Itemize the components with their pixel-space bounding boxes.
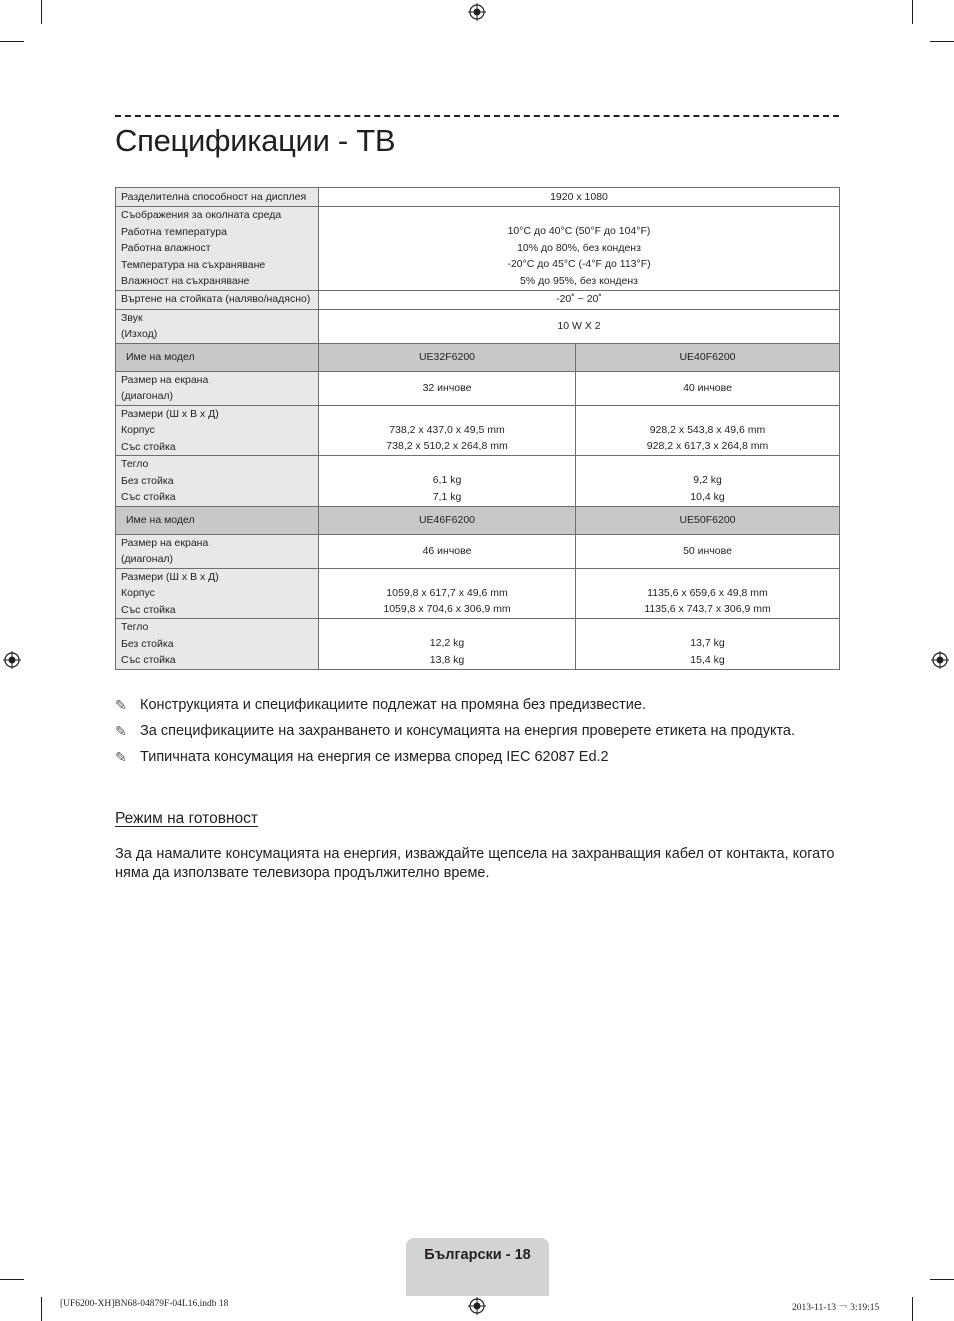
registration-mark-icon bbox=[468, 3, 486, 21]
table-row bbox=[116, 405, 840, 456]
spec-value-line: 1135,6 x 659,6 x 49,8 mm bbox=[647, 586, 768, 599]
model-name: UE32F6200 bbox=[319, 343, 576, 371]
pencil-note-icon: ✎ bbox=[115, 723, 127, 739]
table-row bbox=[116, 207, 840, 291]
pencil-note-icon: ✎ bbox=[115, 697, 127, 713]
spec-value bbox=[576, 619, 840, 670]
print-slug-left: [UF6200-XH]BN68-04879F-04L16.indb 18 bbox=[60, 1299, 229, 1309]
page-title: Спецификации - ТВ bbox=[115, 123, 396, 158]
spec-label-line: Със стойка bbox=[121, 440, 176, 453]
spec-label-line: Звук bbox=[121, 311, 143, 324]
note-text: Типичната консумация на енергия се измерва според IEC 62087 Ed.2 bbox=[140, 749, 609, 765]
spec-label bbox=[116, 568, 319, 619]
spec-label-line: Размери (Ш x В x Д) bbox=[121, 570, 219, 583]
spec-value-line: 5% до 95%, без конденз bbox=[520, 274, 638, 287]
list-item bbox=[115, 748, 839, 766]
page-number-tab: Български - 18 bbox=[406, 1238, 549, 1296]
spec-label bbox=[116, 207, 319, 291]
spec-value: 1920 x 1080 bbox=[319, 188, 840, 207]
spec-value-line: -20°C до 45°C (-4°F до 113°F) bbox=[507, 258, 651, 271]
spec-label bbox=[116, 309, 319, 343]
spec-label-line: Със стойка bbox=[121, 491, 176, 503]
spec-value bbox=[576, 568, 840, 619]
list-item bbox=[115, 696, 839, 714]
model-name: UE40F6200 bbox=[576, 343, 840, 371]
table-row bbox=[116, 371, 840, 405]
spec-value-line: 10,4 kg bbox=[690, 490, 725, 503]
spec-value-line: 928,2 x 617,3 x 264,8 mm bbox=[646, 440, 769, 453]
spec-value bbox=[319, 456, 576, 507]
spec-label-line: Съображения за околната среда bbox=[121, 209, 282, 221]
section-title: Режим на готовност bbox=[115, 810, 258, 827]
spec-table bbox=[115, 187, 840, 670]
crop-mark bbox=[0, 1279, 24, 1280]
spec-value bbox=[576, 456, 840, 507]
spec-value: 40 инчове bbox=[576, 371, 840, 405]
model-name: UE46F6200 bbox=[319, 506, 576, 534]
print-slug-right: 2013-11-13 ￢ 3:19:15 bbox=[792, 1303, 880, 1313]
spec-label-line: Със стойка bbox=[121, 603, 176, 616]
spec-value-line: 10% до 80%, без конденз bbox=[517, 241, 641, 254]
crop-mark bbox=[41, 0, 42, 24]
spec-label-line: (диагонал) bbox=[121, 553, 174, 565]
note-text: Конструкцията и спецификациите подлежат на промяна без предизвестие. bbox=[140, 697, 646, 713]
spec-label bbox=[116, 619, 319, 670]
notes-list bbox=[115, 696, 839, 774]
spec-value-line: 6,1 kg bbox=[432, 474, 462, 487]
spec-value-line: 7,1 kg bbox=[432, 490, 462, 503]
spec-value-line: 738,2 x 510,2 x 264,8 mm bbox=[386, 440, 508, 453]
crop-mark bbox=[0, 41, 24, 42]
spec-value-line: 13,7 kg bbox=[690, 637, 725, 650]
spec-value: 32 инчове bbox=[319, 371, 576, 405]
model-label: Име на модел bbox=[116, 506, 319, 534]
spec-label-line: Корпус bbox=[121, 424, 155, 436]
spec-value: 46 инчове bbox=[319, 534, 576, 568]
note-text: За спецификациите на захранването и консумацията на енергия проверете етикета на продукта. bbox=[140, 723, 796, 739]
crop-mark bbox=[912, 1297, 913, 1321]
table-row bbox=[116, 309, 840, 343]
table-row bbox=[116, 619, 840, 670]
table-row bbox=[116, 290, 840, 309]
model-header-row bbox=[116, 506, 840, 534]
table-row bbox=[116, 456, 840, 507]
spec-label-line: Работна температура bbox=[121, 225, 227, 238]
spec-label-line: Размер на екрана bbox=[121, 373, 209, 386]
spec-label-line: Работна влажност bbox=[121, 242, 211, 254]
pencil-note-icon: ✎ bbox=[115, 749, 127, 765]
table-row bbox=[116, 568, 840, 619]
spec-value bbox=[319, 405, 576, 456]
spec-value bbox=[576, 405, 840, 456]
spec-value: 50 инчове bbox=[576, 534, 840, 568]
spec-value-line: 1135,6 x 743,7 x 306,9 mm bbox=[644, 603, 771, 616]
spec-value bbox=[319, 619, 576, 670]
spec-label-line: (диагонал) bbox=[121, 390, 174, 402]
spec-label-line: (Изход) bbox=[121, 328, 158, 340]
spec-label-line: Размер на екрана bbox=[121, 536, 209, 549]
spec-label: Разделителна способност на дисплея bbox=[116, 188, 319, 207]
spec-label-line: Корпус bbox=[121, 587, 155, 599]
spec-label-line: Температура на съхраняване bbox=[121, 258, 266, 271]
registration-mark-icon bbox=[3, 651, 21, 669]
registration-mark-icon bbox=[468, 1297, 486, 1315]
table-row bbox=[116, 534, 840, 568]
registration-mark-icon bbox=[931, 651, 949, 669]
spec-value-line: 1059,8 x 617,7 x 49,6 mm bbox=[386, 586, 508, 599]
spec-label-line: Тегло bbox=[121, 458, 149, 470]
spec-label bbox=[116, 456, 319, 507]
table-row bbox=[116, 188, 840, 207]
model-header-row bbox=[116, 343, 840, 371]
spec-value-line: 10°C до 40°C (50°F до 104°F) bbox=[507, 225, 651, 238]
crop-mark bbox=[912, 0, 913, 24]
spec-label-line: Влажност на съхраняване bbox=[121, 275, 250, 287]
list-item bbox=[115, 722, 839, 740]
spec-label-line: Без стойка bbox=[121, 474, 174, 487]
spec-value-line: 1059,8 x 704,6 x 306,9 mm bbox=[383, 603, 511, 616]
crop-mark bbox=[930, 41, 954, 42]
model-name: UE50F6200 bbox=[576, 506, 840, 534]
spec-label-line: Без стойка bbox=[121, 637, 174, 650]
title-dashed-rule bbox=[115, 115, 839, 117]
spec-label-line: Тегло bbox=[121, 621, 149, 633]
spec-value-line: 738,2 x 437,0 x 49,5 mm bbox=[389, 423, 505, 436]
spec-label bbox=[116, 371, 319, 405]
spec-value-line: 928,2 x 543,8 x 49,6 mm bbox=[649, 423, 766, 436]
spec-value bbox=[319, 207, 840, 291]
spec-value-line: 13,8 kg bbox=[429, 653, 465, 666]
spec-label: Въртене на стойката (наляво/надясно) bbox=[116, 290, 319, 309]
model-label: Име на модел bbox=[116, 343, 319, 371]
spec-value-line: 12,2 kg bbox=[429, 637, 465, 650]
crop-mark bbox=[41, 1297, 42, 1321]
spec-value: 10 W X 2 bbox=[319, 309, 840, 343]
spec-label bbox=[116, 405, 319, 456]
spec-label-line: Със стойка bbox=[121, 654, 176, 666]
spec-label bbox=[116, 534, 319, 568]
standby-text: За да намалите консумацията на енергия, изваждайте щепсела на захранващия кабел от контакта, когато няма да използвате телевизора продължително време. bbox=[115, 846, 835, 881]
spec-value-line: 9,2 kg bbox=[693, 474, 722, 487]
spec-label-line: Размери (Ш x В x Д) bbox=[121, 407, 219, 420]
spec-value: -20˚ ~ 20˚ bbox=[319, 290, 840, 309]
spec-value-line: 15,4 kg bbox=[690, 653, 725, 666]
crop-mark bbox=[930, 1279, 954, 1280]
spec-value bbox=[319, 568, 576, 619]
